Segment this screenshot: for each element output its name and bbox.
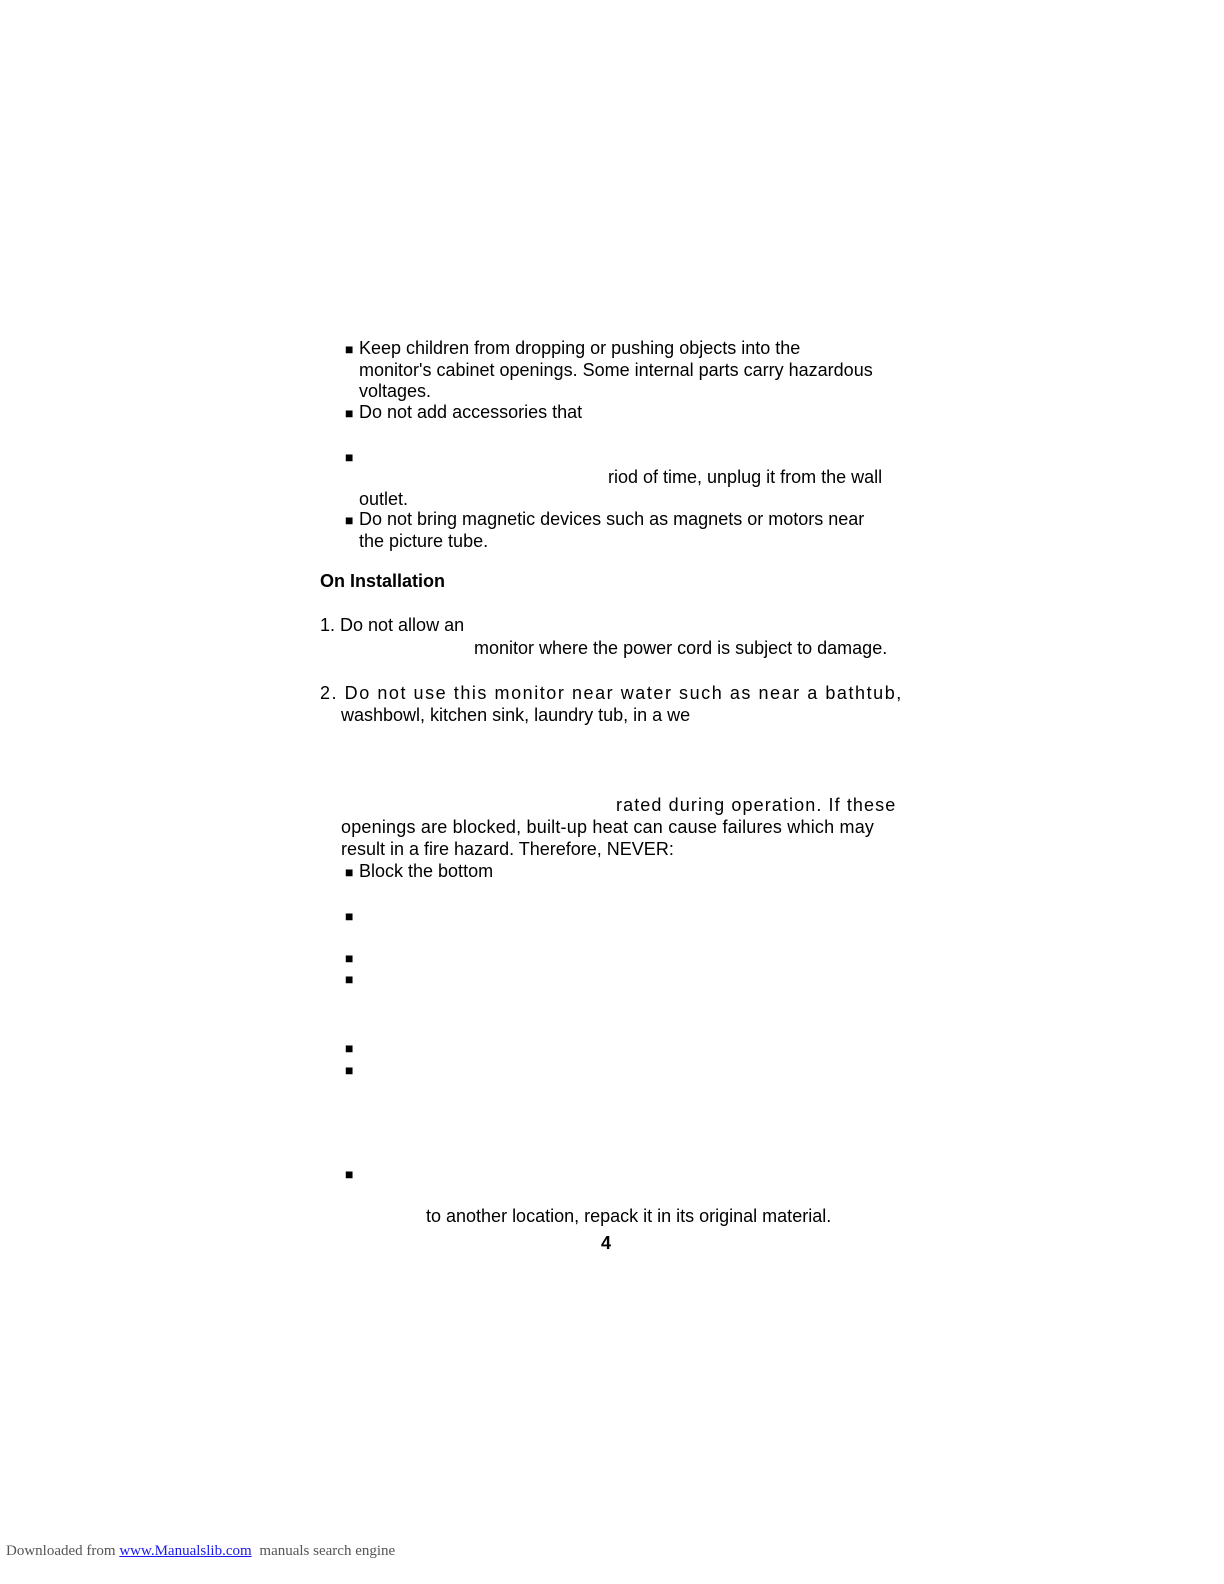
text-line: voltages. (359, 381, 432, 401)
footer-prefix: Downloaded from (6, 1543, 116, 1559)
bullet-marker: ■ (345, 864, 354, 880)
text-line: Keep children from dropping or pushing objects into the (359, 338, 801, 358)
footer-suffix: manuals search engine (259, 1543, 396, 1559)
text-line: washbowl, kitchen sink, laundry tub, in a we (341, 705, 691, 725)
text-line: openings are blocked, built-up heat can cause failures which may (341, 817, 875, 837)
text-line: 1. Do not allow an (320, 615, 465, 635)
text-line: monitor's cabinet openings. Some internal parts carry hazardous (359, 360, 873, 380)
bullet-marker: ■ (345, 1040, 354, 1056)
text-line: the picture tube. (359, 531, 489, 551)
text-line: Do not bring magnetic devices such as magnets or motors near (359, 509, 865, 529)
text-line: 2. Do not use this monitor near water such as near a bathtub, (320, 683, 903, 703)
bullet-marker: ■ (345, 1166, 354, 1182)
section-heading: On Installation (320, 571, 446, 591)
download-footer (6, 1541, 395, 1561)
text-line: monitor where the power cord is subject to damage. (474, 638, 888, 658)
text-line: outlet. (359, 489, 409, 509)
text-line: Do not add accessories that (359, 402, 583, 422)
bullet-marker: ■ (345, 950, 354, 966)
bullet-marker: ■ (345, 405, 354, 421)
bullet-marker: ■ (345, 512, 354, 528)
bullet-marker: ■ (345, 971, 354, 987)
text-line: riod of time, unplug it from the wall (608, 467, 883, 487)
bullet-marker: ■ (345, 1062, 354, 1078)
manualslib-link[interactable]: www.Manualslib.com (119, 1543, 252, 1559)
text-line: to another location, repack it in its original material. (426, 1206, 832, 1226)
text-line: rated during operation. If these (616, 795, 897, 815)
bullet-marker: ■ (345, 449, 354, 465)
bullet-marker: ■ (345, 908, 354, 924)
text-line: Block the bottom (359, 861, 494, 881)
page-number: 4 (601, 1233, 612, 1253)
text-line: result in a fire hazard. Therefore, NEVER: (341, 839, 674, 859)
bullet-marker: ■ (345, 341, 354, 357)
